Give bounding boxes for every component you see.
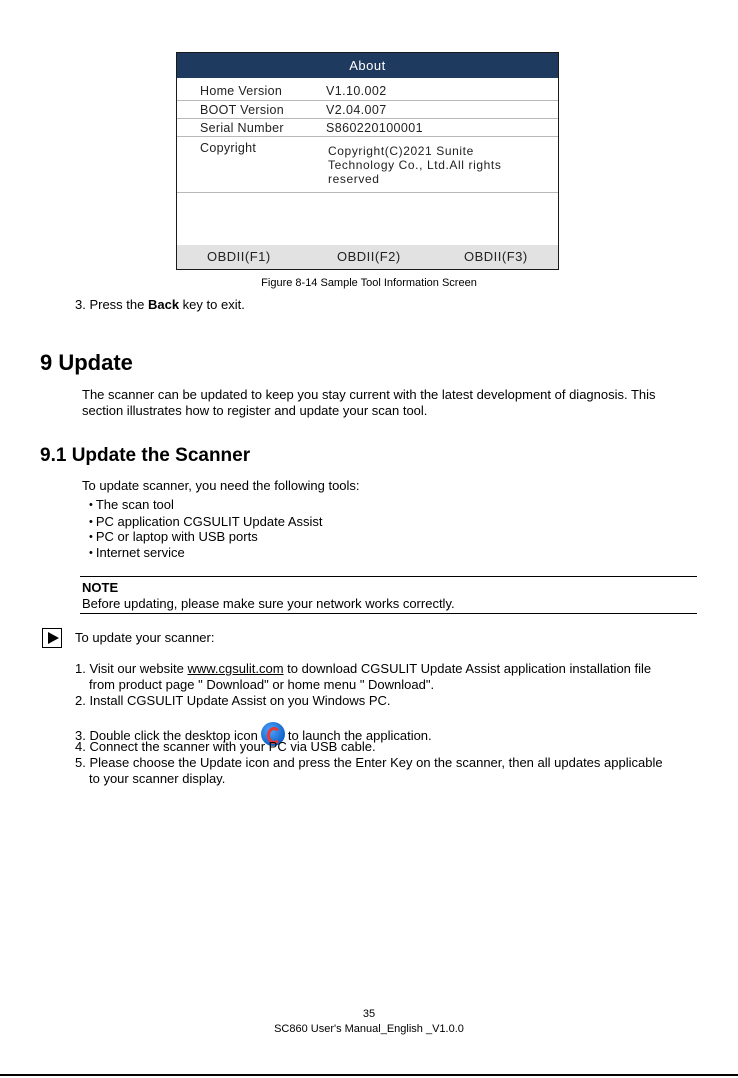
section-9-1-heading: 9.1 Update the Scanner bbox=[40, 445, 251, 466]
section-9-intro-line-2: section illustrates how to register and update your scan tool. bbox=[82, 403, 428, 418]
screen-title: About bbox=[177, 53, 558, 78]
note-bottom-rule bbox=[80, 613, 697, 614]
step-5-continued: to your scanner display. bbox=[89, 771, 226, 786]
page-number: 35 bbox=[362, 1008, 376, 1020]
fkey-f2[interactable]: OBDII(F2) bbox=[337, 249, 401, 264]
row-value: S860220100001 bbox=[326, 121, 423, 135]
manual-footer: SC860 User's Manual_English _V1.0.0 bbox=[274, 1023, 464, 1035]
step-1-text-b: to download CGSULIT Update Assist application installation file bbox=[283, 661, 652, 676]
row-serial-number bbox=[177, 119, 558, 137]
note-title: NOTE bbox=[82, 580, 119, 595]
back-key-label: Back bbox=[147, 297, 180, 312]
row-home-version bbox=[177, 79, 558, 101]
procedure-lead: To update your scanner: bbox=[75, 630, 215, 645]
step-1 bbox=[75, 661, 651, 677]
row-boot-version bbox=[177, 101, 558, 119]
step-3-exit bbox=[75, 297, 245, 313]
step-3-text-b: to launch the application. bbox=[287, 728, 432, 743]
bottom-rule bbox=[0, 1074, 738, 1076]
bullet-internet: • Internet service bbox=[89, 545, 185, 560]
row-key: BOOT Version bbox=[200, 103, 284, 117]
note-top-rule bbox=[80, 576, 697, 577]
row-key: Copyright bbox=[200, 141, 257, 155]
play-arrow-icon bbox=[42, 628, 62, 648]
about-screen-figure bbox=[176, 52, 559, 270]
row-value: V1.10.002 bbox=[326, 84, 387, 98]
note-text: Before updating, please make sure your network works correctly. bbox=[82, 596, 455, 611]
step-1-text-a: 1. Visit our website bbox=[75, 661, 188, 676]
step-1-continued: from product page " Download" or home menu " Download". bbox=[89, 677, 435, 692]
row-key: Serial Number bbox=[200, 121, 284, 135]
figure-caption: Figure 8-14 Sample Tool Information Screen bbox=[261, 277, 477, 289]
website-link[interactable]: www.cgsulit.com bbox=[187, 661, 284, 676]
section-9-intro-line-1: The scanner can be updated to keep you stay current with the latest development of diagnosis. This bbox=[82, 387, 656, 402]
fkey-f3[interactable]: OBDII(F3) bbox=[464, 249, 528, 264]
step-3-prefix: 3. Press the bbox=[75, 297, 148, 312]
section-9-heading: 9 Update bbox=[40, 350, 133, 375]
step-4: 4. Connect the scanner with your PC via USB cable. bbox=[75, 739, 376, 754]
step-2: 2. Install CGSULIT Update Assist on you Windows PC. bbox=[75, 693, 391, 708]
step-5: 5. Please choose the Update icon and press the Enter Key on the scanner, then all updates applicable bbox=[75, 755, 663, 770]
bullet-pc-laptop: • PC or laptop with USB ports bbox=[89, 529, 258, 544]
step-3-text-a: 3. Double click the desktop icon bbox=[75, 728, 258, 743]
tools-lead: To update scanner, you need the following tools: bbox=[82, 478, 360, 493]
row-copyright bbox=[177, 137, 558, 193]
step-3-suffix: key to exit. bbox=[179, 297, 245, 312]
bullet-scan-tool: • The scan tool bbox=[89, 497, 174, 512]
row-value: V2.04.007 bbox=[326, 103, 387, 117]
function-key-bar bbox=[177, 245, 558, 269]
row-key: Home Version bbox=[200, 84, 283, 98]
row-value: Copyright(C)2021 Sunite Technology Co., Ltd.All rights reserved bbox=[328, 144, 502, 186]
fkey-f1[interactable]: OBDII(F1) bbox=[207, 249, 271, 264]
bullet-pc-application: • PC application CGSULIT Update Assist bbox=[89, 514, 323, 529]
